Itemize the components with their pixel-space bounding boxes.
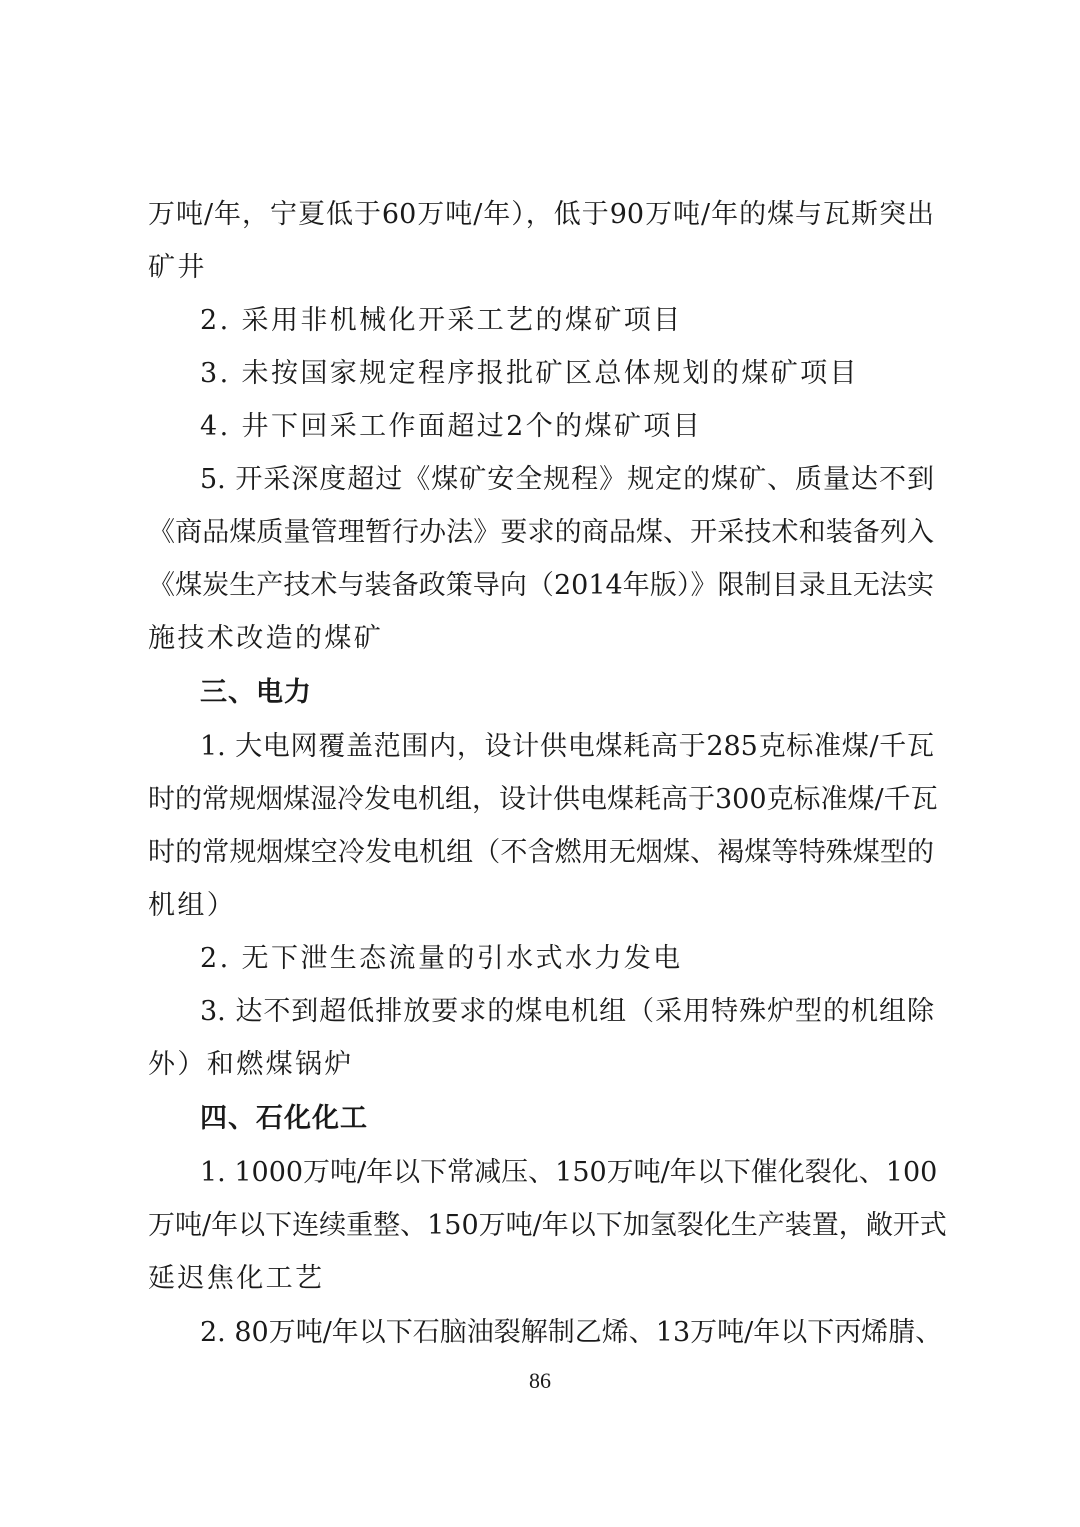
list-item: 2. 采用非机械化开采工艺的煤矿项目 — [200, 305, 683, 336]
text-line: 时的常规烟煤湿冷发电机组，设计供电煤耗高于300克标准煤/千瓦 — [148, 784, 938, 815]
text-line: 施技术改造的煤矿 — [148, 623, 384, 654]
text-line: 外）和燃煤锅炉 — [148, 1049, 354, 1080]
text-line: 万吨/年以下连续重整、150万吨/年以下加氢裂化生产装置，敞开式 — [148, 1210, 947, 1241]
text-line: 机组） — [148, 890, 237, 921]
text-line: 《煤炭生产技术与装备政策导向（2014年版）》限制目录且无法实 — [148, 570, 934, 601]
section-heading: 四、石化化工 — [200, 1103, 368, 1134]
list-item: 2. 无下泄生态流量的引水式水力发电 — [200, 943, 683, 974]
text-line: 时的常规烟煤空冷发电机组（不含燃用无烟煤、褐煤等特殊煤型的 — [148, 837, 934, 868]
list-item: 3. 未按国家规定程序报批矿区总体规划的煤矿项目 — [200, 358, 859, 389]
list-item: 3. 达不到超低排放要求的煤电机组（采用特殊炉型的机组除 — [200, 996, 934, 1027]
section-heading: 三、电力 — [200, 677, 312, 708]
page-number: 86 — [529, 1368, 551, 1393]
list-item: 1. 1000万吨/年以下常减压、150万吨/年以下催化裂化、100 — [200, 1157, 938, 1188]
text-line: 万吨/年，宁夏低于60万吨/年），低于90万吨/年的煤与瓦斯突出 — [148, 199, 934, 230]
text-line: 延迟焦化工艺 — [148, 1263, 325, 1294]
list-item: 2. 80万吨/年以下石脑油裂解制乙烯、13万吨/年以下丙烯腈、 — [200, 1317, 943, 1348]
list-item: 5. 开采深度超过《煤矿安全规程》规定的煤矿、质量达不到 — [200, 464, 934, 495]
text-line: 矿井 — [148, 252, 207, 283]
text-line: 《商品煤质量管理暂行办法》要求的商品煤、开采技术和装备列入 — [148, 517, 934, 548]
list-item: 1. 大电网覆盖范围内，设计供电煤耗高于285克标准煤/千瓦 — [200, 731, 934, 762]
list-item: 4. 井下回采工作面超过2个的煤矿项目 — [200, 411, 703, 442]
